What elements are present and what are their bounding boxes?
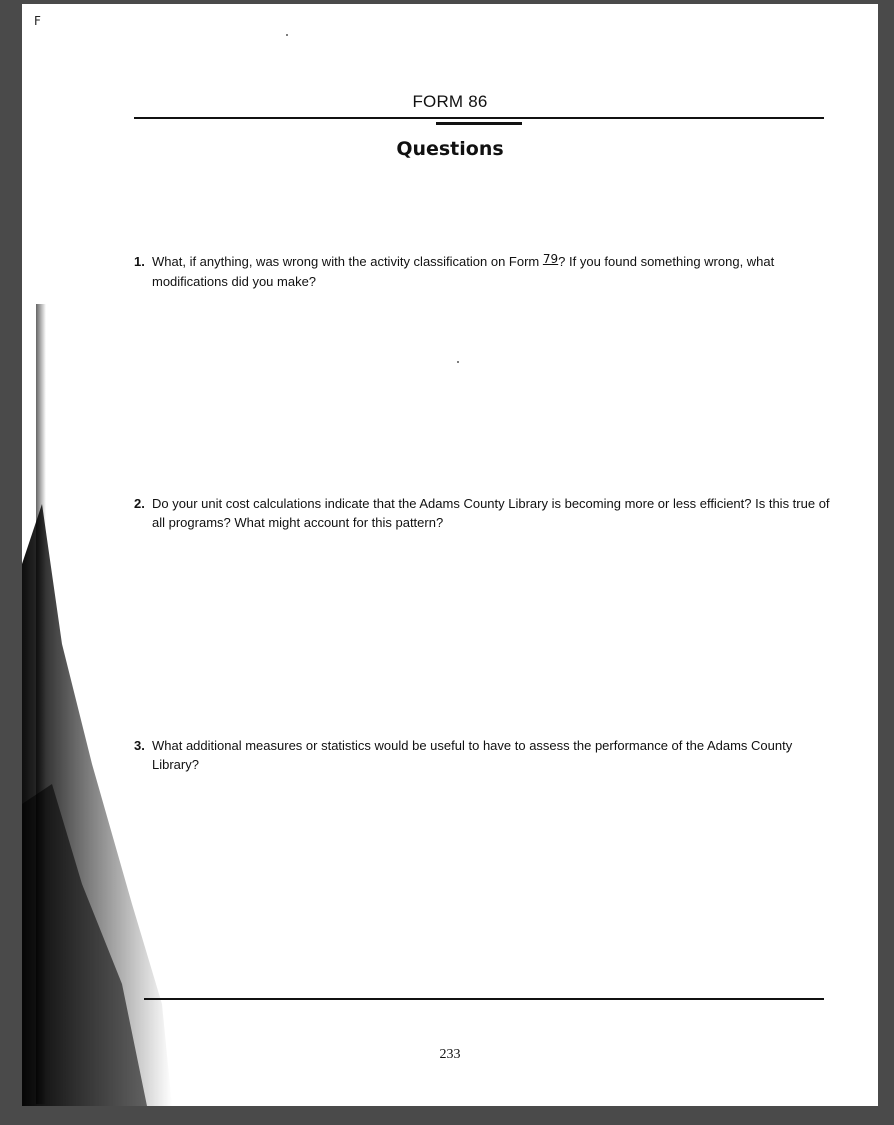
question-number: 2.	[134, 496, 145, 511]
question-1	[134, 252, 834, 291]
question-text: What additional measures or statistics would be useful to have to assess the performance of the Adams County Library?	[152, 738, 793, 772]
question-number: 1.	[134, 254, 145, 269]
corner-mark: F	[34, 14, 41, 28]
page-number: 233	[439, 1047, 461, 1062]
header-rule	[134, 117, 824, 119]
dust-speck	[286, 34, 288, 36]
question-text	[152, 252, 834, 291]
question-3	[134, 736, 834, 774]
question-text: Do your unit cost calculations indicate that the Adams County Library is becoming more or less efficient? Is this true of all programs? What might account for this pattern?	[152, 496, 830, 530]
question-2	[134, 494, 834, 532]
dust-speck	[457, 361, 459, 363]
document-page	[22, 4, 878, 1106]
handwritten-form-ref: 79	[542, 252, 559, 266]
scan-shadow	[22, 4, 182, 1106]
section-heading: Questions	[396, 138, 504, 160]
footer-rule	[144, 998, 824, 1000]
question-text-part: ? If you found something wrong, what modifications did you make?	[152, 254, 775, 289]
question-number: 3.	[134, 738, 145, 753]
header-accent-rule	[436, 122, 522, 125]
form-title: FORM 86	[412, 92, 488, 111]
question-text-part: What, if anything, was wrong with the activity classification on Form	[152, 254, 543, 269]
